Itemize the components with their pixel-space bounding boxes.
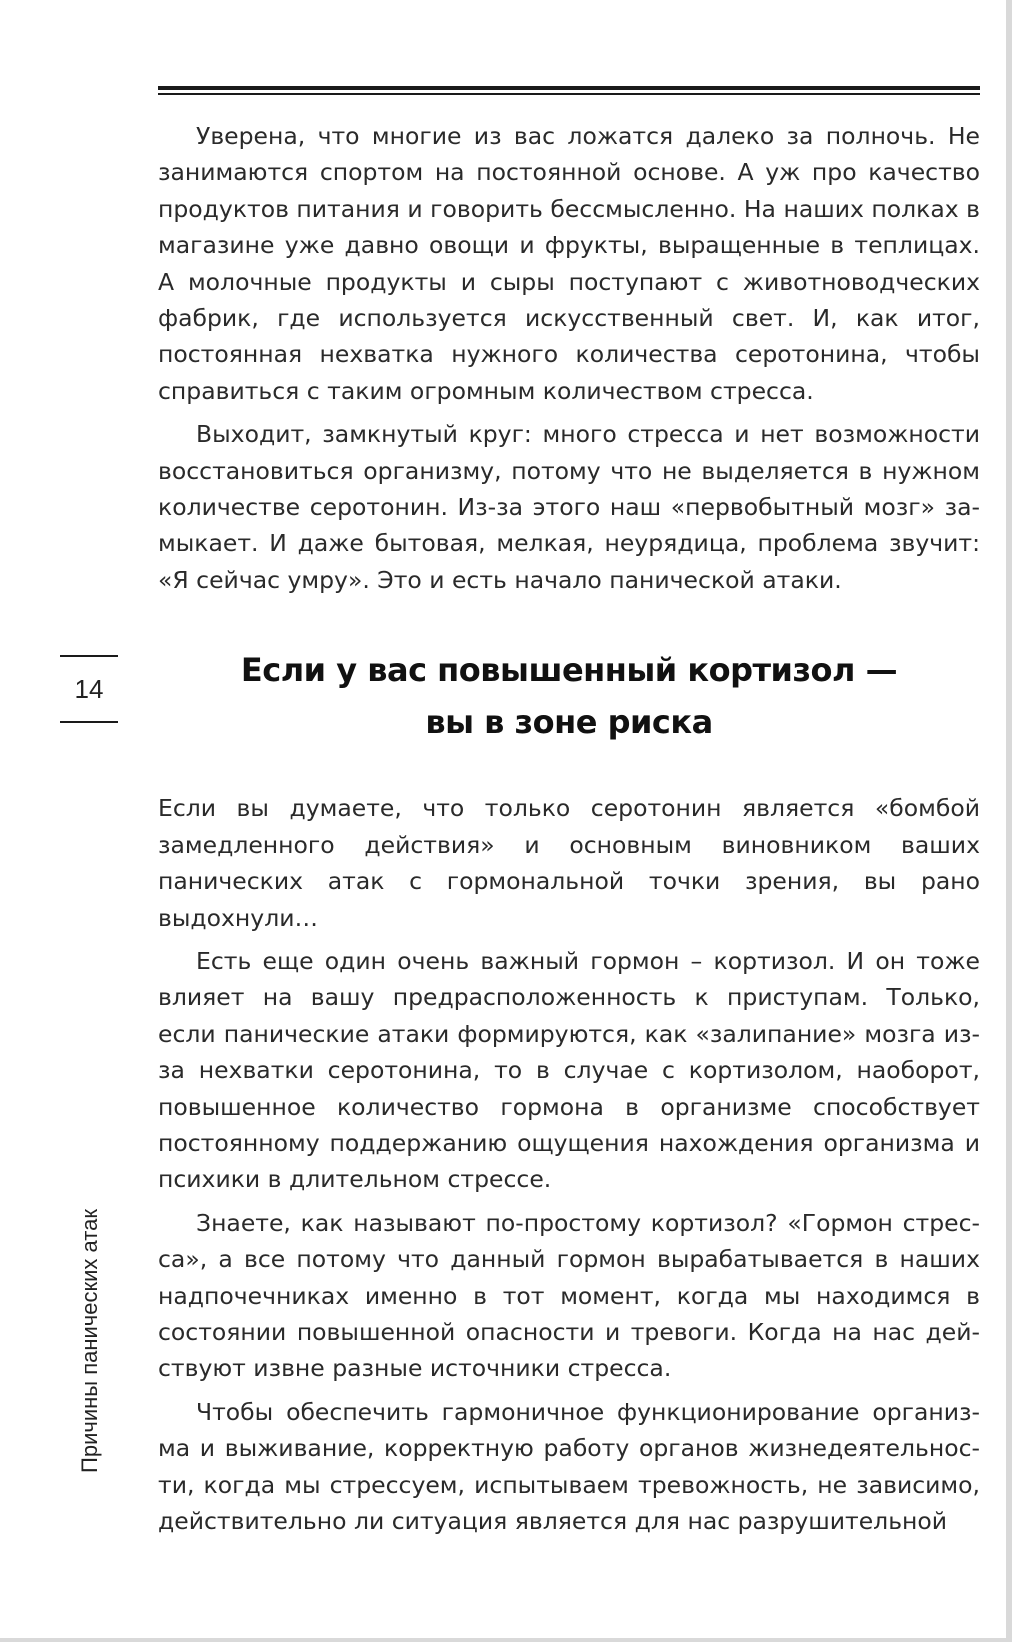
paragraph: Уверена, что многие из вас ложатся далеко за полночь. Не занимаются спортом на постоянной основе. А уж про качество продуктов питания и говорить бессмысленно. На наших полках в магазине уже давно овощи и фрукты, выращенные в теплицах. А молочные продукты и сыры поступают с животноводческих фабрик, где используется искусственный свет. И, как итог, постоянная нехватка нужного количества серотонина, чтобы справиться с таким огромным количеством стресса.: [158, 122, 980, 405]
section-heading-line-1: Если у вас повышенный кортизол —: [240, 651, 898, 690]
section-heading-line-2: вы в зоне риска: [425, 703, 713, 742]
section-heading: [158, 644, 980, 748]
page-bottom-edge: [0, 1638, 1012, 1642]
page-body: [158, 118, 980, 1539]
paragraph: Если вы думаете, что только серотонин является «бомбой замедленного действия» и основным виновником ваших панических атак с гормональной точки зрения, вы рано выдохнули…: [158, 794, 980, 932]
page-number-rule-bottom: [60, 721, 118, 723]
running-title-text: Причины панических атак: [77, 1209, 102, 1473]
paragraph: Знаете, как называют по-простому кортизол? «Гормон стресса», а все потому что данный гормон вырабатывается в наших надпочечниках именно в тот момент, когда мы находимся в состоянии повышенной опасности и тревоги. Когда на нас действуют извне разные источники стресса.: [158, 1208, 980, 1383]
paragraph: Чтобы обеспечить гармоничное функционирование организма и выживание, корректную работу органов жизнедеятельности, когда мы стрессуем, испытываем тревожность, не зависимо, действительно ли ситуация является для нас разрушительной: [158, 1397, 980, 1535]
paragraph: Выходит, замкнутый круг: много стресса и нет возможности восстановиться организму, потому что не выделяется в нужном количестве серотонин. Из-за этого наш «первобытный мозг» замыкает. И даже бытовая, мелкая, неурядица, проблема звучит: «Я сейчас умру». Это и есть начало панической атаки.: [158, 420, 980, 594]
page-number-block: [60, 655, 118, 723]
page-number: 14: [74, 674, 104, 704]
header-double-rule: [158, 86, 980, 96]
page-edge: [1006, 0, 1012, 1642]
header-rule-thin: [158, 93, 980, 95]
paragraph: Есть еще один очень важный гормон – кортизол. И он тоже влияет на вашу предрасположенность к приступам. Только, если панические атаки формируются, как «залипание» мозга из-за нехватки серотонина, то в случае с кортизолом, наоборот, повышенное количество гормона в организме способствует постоянному поддержанию ощущения нахождения организма и психики в длительном стрессе.: [158, 946, 980, 1194]
header-rule-thick: [158, 86, 980, 90]
